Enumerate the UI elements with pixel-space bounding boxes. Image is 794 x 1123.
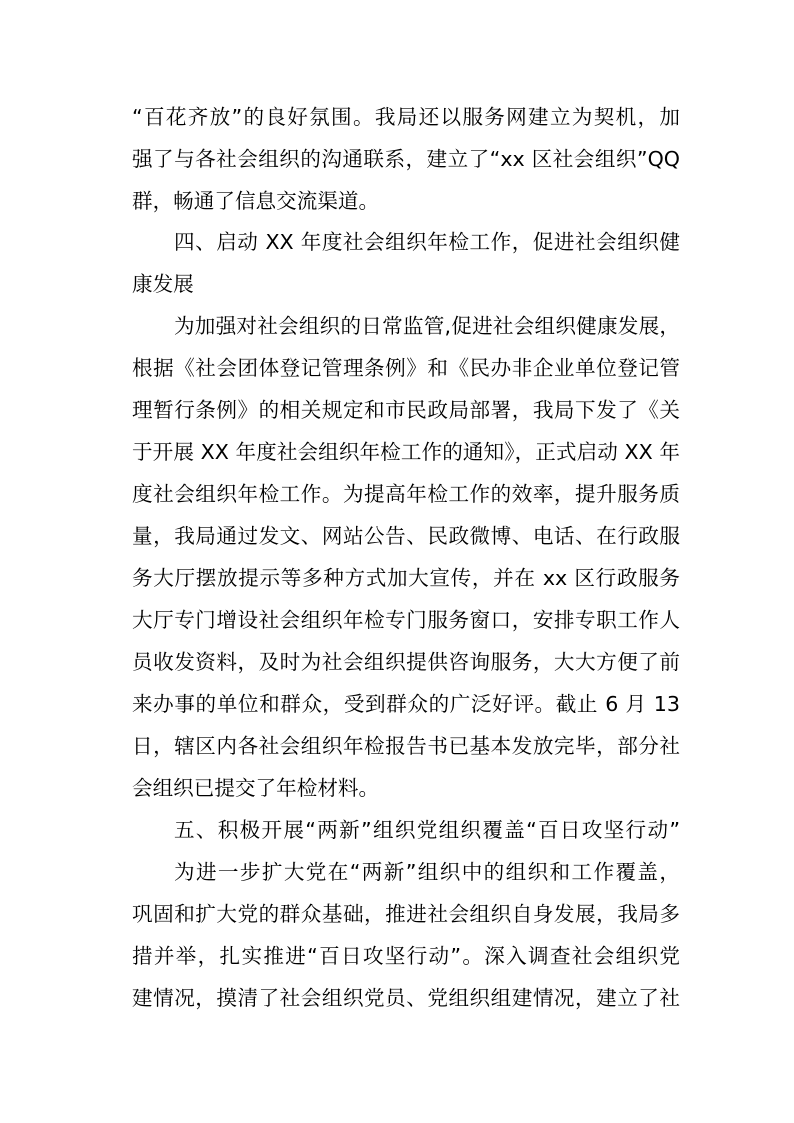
text-line: 大厅专门增设社会组织年检专门服务窗口，安排专职工作人 xyxy=(132,608,680,632)
text-line: 员收发资料，及时为社会组织提供咨询服务，大大方便了前 xyxy=(132,650,680,674)
text-line: 来办事的单位和群众，受到群众的广泛好评。截止 6 月 13 xyxy=(132,692,680,716)
text-line: 为进一步扩大党在“两新”组织中的组织和工作覆盖， xyxy=(174,860,680,884)
section-heading-4: 四、启动 XX 年度社会组织年检工作，促进社会组织健 xyxy=(174,230,680,254)
text-line: 于开展 XX 年度社会组织年检工作的通知》，正式启动 XX 年 xyxy=(132,440,680,464)
text-line: “百花齐放”的良好氛围。我局还以服务网建立为契机，加 xyxy=(132,105,680,129)
text-line: 为加强对社会组织的日常监管,促进社会组织健康发展， xyxy=(174,314,680,338)
section-heading-4-continued: 康发展 xyxy=(132,272,194,296)
text-line: 量，我局通过发文、网站公告、民政微博、电话、在行政服 xyxy=(132,524,680,548)
section-heading-5: 五、积极开展“两新”组织党组织覆盖“百日攻坚行动” xyxy=(174,818,680,842)
text-line: 强了与各社会组织的沟通联系，建立了“xx 区社会组织”QQ xyxy=(132,147,680,171)
text-line: 建情况，摸清了社会组织党员、党组织组建情况，建立了社 xyxy=(132,986,680,1010)
text-line: 根据《社会团体登记管理条例》和《民办非企业单位登记管 xyxy=(132,356,680,380)
text-line: 务大厅摆放提示等多种方式加大宣传，并在 xx 区行政服务 xyxy=(132,566,680,590)
text-line: 理暂行条例》的相关规定和市民政局部署，我局下发了《关 xyxy=(132,398,680,422)
text-line: 会组织已提交了年检材料。 xyxy=(132,776,380,800)
text-line: 巩固和扩大党的群众基础，推进社会组织自身发展，我局多 xyxy=(132,902,680,926)
text-line: 群，畅通了信息交流渠道。 xyxy=(132,189,380,213)
text-line: 度社会组织年检工作。为提高年检工作的效率，提升服务质 xyxy=(132,482,680,506)
text-line: 措并举，扎实推进“百日攻坚行动”。深入调查社会组织党 xyxy=(132,944,680,968)
text-line: 日，辖区内各社会组织年检报告书已基本发放完毕，部分社 xyxy=(132,734,680,758)
